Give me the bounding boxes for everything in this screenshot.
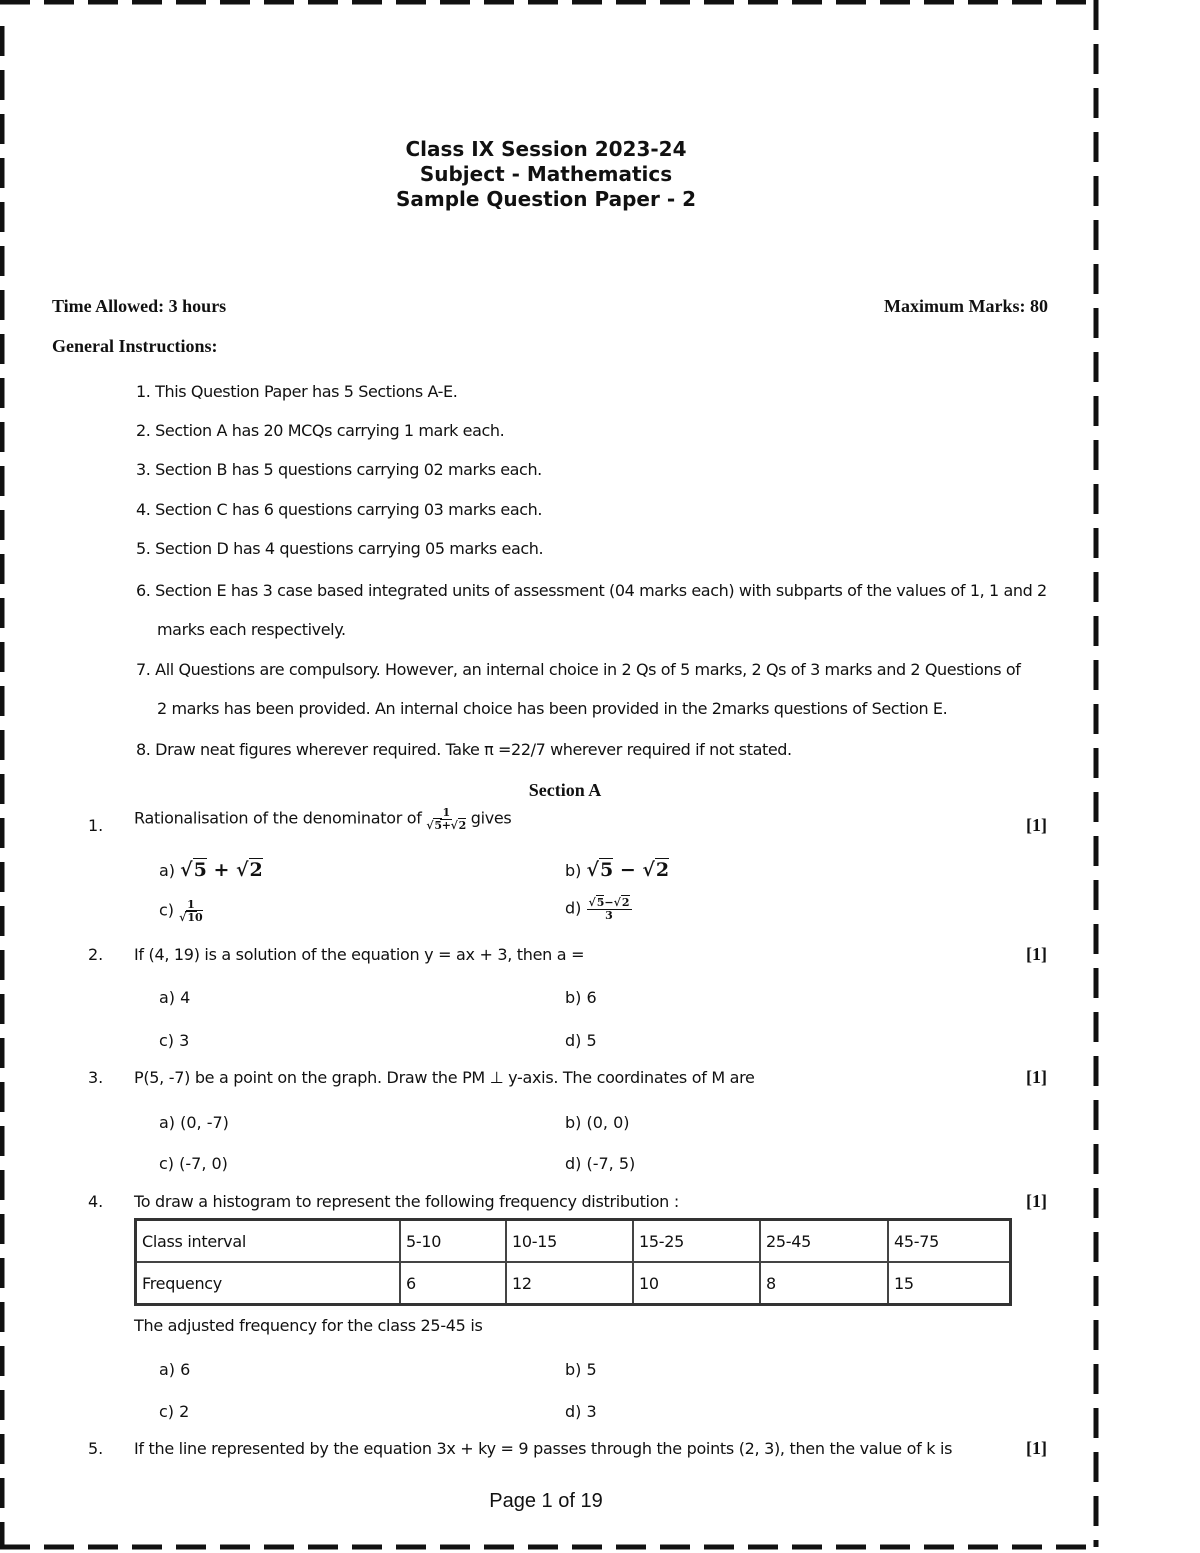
- instruction-item: 5. Section D has 4 questions carrying 05 marks each.: [136, 539, 544, 558]
- question-1-text-before: Rationalisation of the denominator of: [134, 808, 422, 828]
- radicand: 5: [193, 859, 207, 881]
- question-marks: [1]: [1026, 1191, 1047, 1211]
- question-marks: [1]: [1026, 815, 1047, 835]
- general-instructions-heading: General Instructions:: [52, 336, 218, 356]
- question-1-text-after: gives: [470, 808, 512, 828]
- question-marks: [1]: [1026, 1438, 1047, 1458]
- option-fraction: [587, 897, 632, 921]
- operator: +: [441, 818, 451, 832]
- fraction-denominator: 3: [605, 908, 613, 922]
- paper-title: Sample Question Paper - 2: [395, 187, 696, 211]
- question-4-text: To draw a histogram to represent the following frequency distribution :: [134, 1192, 679, 1211]
- fraction-denominator: √10: [179, 910, 203, 924]
- option-d: [565, 897, 632, 921]
- question-2-text: If (4, 19) is a solution of the equation y = ax + 3, then a =: [134, 945, 585, 964]
- option-math: √5 + √2: [180, 859, 263, 881]
- operator: +: [213, 859, 230, 881]
- radicand: 2: [458, 818, 466, 832]
- table-row: [136, 1220, 1011, 1263]
- instruction-item: 6. Section E has 3 case based integrated units of assessment (04 marks each) with subparts of the values of 1, 1 and 2: [136, 581, 1047, 600]
- option-label: a): [159, 861, 176, 880]
- fraction-numerator: 1: [187, 898, 195, 911]
- section-a-heading: Section A: [528, 780, 602, 800]
- question-1-text: [134, 807, 511, 831]
- page-number: Page 1 of 19: [489, 1490, 603, 1512]
- option-fraction: [179, 899, 203, 923]
- option-c: [159, 899, 203, 923]
- radicand: 2: [621, 896, 630, 909]
- radicand: 10: [187, 910, 203, 924]
- fraction-denominator: √5+√2: [426, 818, 466, 832]
- table-cell: 15-25: [633, 1220, 760, 1263]
- class-session-title: Class IX Session 2023-24: [405, 137, 687, 161]
- question-1-fraction: [426, 807, 466, 831]
- instruction-item: 7. All Questions are compulsory. However, an internal choice in 2 Qs of 5 marks, 2 Qs of 3 marks and 2 Questions of: [136, 660, 1021, 679]
- option-a: [159, 859, 263, 881]
- instruction-item: 3. Section B has 5 questions carrying 02 marks each.: [136, 460, 542, 479]
- option-b: b) 5: [565, 1360, 597, 1379]
- instruction-item-continued: 2 marks has been provided. An internal choice has been provided in the 2marks questions of Section E.: [157, 699, 948, 718]
- option-c: c) (-7, 0): [159, 1154, 228, 1173]
- frequency-table: [134, 1218, 1012, 1306]
- table-cell: 15: [888, 1262, 1011, 1305]
- question-marks: [1]: [1026, 1067, 1047, 1087]
- instruction-item: 8. Draw neat figures wherever required. Take π =22/7 wherever required if not stated.: [136, 740, 792, 759]
- option-b: b) 6: [565, 988, 597, 1007]
- question-4-followup: The adjusted frequency for the class 25-45 is: [134, 1316, 483, 1335]
- fraction-numerator: √5−√2: [588, 896, 630, 909]
- table-cell: 45-75: [888, 1220, 1011, 1263]
- table-cell: 10: [633, 1262, 760, 1305]
- operator: −: [604, 896, 614, 909]
- option-d: d) 3: [565, 1402, 597, 1421]
- maximum-marks: Maximum Marks: 80: [884, 296, 1048, 316]
- table-cell: 10-15: [506, 1220, 633, 1263]
- question-3-text: P(5, -7) be a point on the graph. Draw the PM ⊥ y-axis. The coordinates of M are: [134, 1068, 755, 1087]
- option-d: d) 5: [565, 1031, 597, 1050]
- radicand: 2: [655, 859, 670, 881]
- option-math: √5 − √2: [586, 859, 670, 881]
- instruction-item: 4. Section C has 6 questions carrying 03 marks each.: [136, 500, 543, 519]
- question-number: 5.: [88, 1439, 104, 1458]
- question-marks: [1]: [1026, 944, 1047, 964]
- option-label: d): [565, 898, 582, 918]
- table-cell: 25-45: [760, 1220, 888, 1263]
- fraction-numerator: 1: [442, 806, 450, 819]
- radicand: 5: [434, 818, 442, 832]
- table-cell: 8: [760, 1262, 888, 1305]
- option-label: c): [159, 900, 175, 920]
- question-number: 1.: [88, 816, 104, 835]
- radicand: 2: [249, 859, 263, 881]
- option-a: a) 4: [159, 988, 191, 1007]
- table-cell: Class interval: [136, 1220, 401, 1263]
- instruction-item: 1. This Question Paper has 5 Sections A-E.: [136, 382, 458, 401]
- radicand: 5: [596, 896, 605, 909]
- instruction-item-continued: marks each respectively.: [157, 620, 346, 639]
- table-cell: 12: [506, 1262, 633, 1305]
- option-d: d) (-7, 5): [565, 1154, 636, 1173]
- question-number: 4.: [88, 1192, 104, 1211]
- option-b: b) (0, 0): [565, 1113, 630, 1132]
- option-a: a) 6: [159, 1360, 191, 1379]
- operator: −: [619, 859, 636, 881]
- subject-title: Subject - Mathematics: [419, 162, 673, 186]
- option-label: b): [565, 861, 582, 880]
- question-5-text: If the line represented by the equation 3x + ky = 9 passes through the points (2, 3), then the value of k is: [134, 1439, 953, 1458]
- question-number: 2.: [88, 945, 104, 964]
- option-c: c) 3: [159, 1031, 190, 1050]
- question-number: 3.: [88, 1068, 104, 1087]
- table-row: [136, 1262, 1011, 1305]
- instruction-item: 2. Section A has 20 MCQs carrying 1 mark each.: [136, 421, 505, 440]
- option-b: [565, 859, 669, 881]
- table-cell: 5-10: [400, 1220, 506, 1263]
- option-a: a) (0, -7): [159, 1113, 229, 1132]
- radicand: 5: [600, 859, 614, 881]
- table-cell: 6: [400, 1262, 506, 1305]
- option-c: c) 2: [159, 1402, 190, 1421]
- table-cell: Frequency: [136, 1262, 401, 1305]
- time-allowed: Time Allowed: 3 hours: [52, 296, 227, 316]
